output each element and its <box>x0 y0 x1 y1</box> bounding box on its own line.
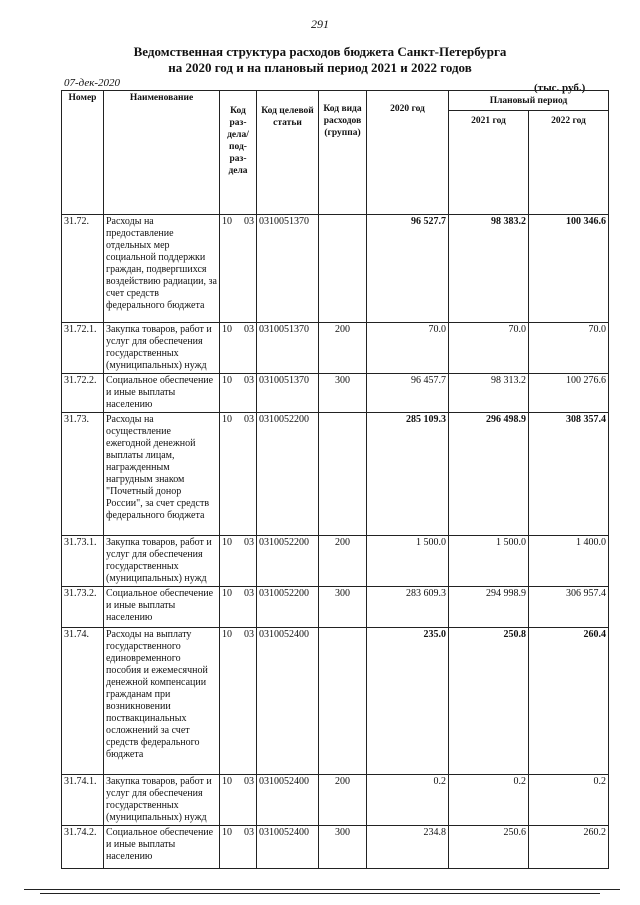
row-value-2020: 96 527.7 <box>367 215 449 323</box>
table-row <box>62 323 609 374</box>
header-section: Код раз- дела/ под- раз- дела <box>220 91 257 215</box>
subsection-code: 03 <box>244 414 254 425</box>
footer-line <box>24 889 620 890</box>
row-value-2021: 1 500.0 <box>449 536 529 587</box>
row-value-2020: 70.0 <box>367 323 449 374</box>
table-row <box>62 536 609 587</box>
subsection-code: 03 <box>244 776 254 787</box>
title-line-1: Ведомственная структура расходов бюджета Санкт-Петербурга <box>133 44 507 59</box>
row-value-2020: 96 457.7 <box>367 374 449 413</box>
row-value-2021: 250.6 <box>449 826 529 869</box>
row-section <box>220 374 257 413</box>
row-value-2022: 308 357.4 <box>529 413 609 536</box>
units-label: (тыс. руб.) <box>534 82 586 94</box>
header-planned-period: Плановый период <box>449 91 609 111</box>
row-target-code: 0310052400 <box>257 826 319 869</box>
header-2021: 2021 год <box>449 111 529 215</box>
subsection-code: 03 <box>244 629 254 640</box>
header-2022: 2022 год <box>529 111 609 215</box>
row-target-code: 0310051370 <box>257 374 319 413</box>
row-kind-code: 300 <box>319 374 367 413</box>
table-row <box>62 587 609 628</box>
table-row <box>62 628 609 775</box>
footer-line <box>40 893 600 894</box>
section-code: 10 <box>222 414 232 425</box>
row-target-code: 0310052200 <box>257 536 319 587</box>
document-date: 07-дек-2020 <box>64 77 121 89</box>
table-row <box>62 826 609 869</box>
row-value-2022: 306 957.4 <box>529 587 609 628</box>
row-target-code: 0310052200 <box>257 587 319 628</box>
document-title <box>0 44 640 76</box>
row-number: 31.73.2. <box>62 587 104 628</box>
row-name: Закупка товаров, работ и услуг для обеспечения государственных (муниципальных) нужд <box>104 775 220 826</box>
row-value-2022: 0.2 <box>529 775 609 826</box>
row-target-code: 0310051370 <box>257 215 319 323</box>
row-kind-code: 200 <box>319 323 367 374</box>
table-row <box>62 215 609 323</box>
subsection-code: 03 <box>244 537 254 548</box>
row-kind-code: 200 <box>319 775 367 826</box>
budget-table <box>61 90 609 869</box>
row-number: 31.73. <box>62 413 104 536</box>
table-row <box>62 775 609 826</box>
row-name: Расходы на выплату государственного единовременного пособия и ежемесячной денежной компенсации гражданам при возникновении поствакцинальных осложнений за счет средств федерального бюджета <box>104 628 220 775</box>
row-value-2021: 250.8 <box>449 628 529 775</box>
table-row <box>62 413 609 536</box>
row-number: 31.72.2. <box>62 374 104 413</box>
row-section <box>220 587 257 628</box>
row-kind-code <box>319 628 367 775</box>
row-number: 31.73.1. <box>62 536 104 587</box>
row-section <box>220 628 257 775</box>
row-number: 31.72.1. <box>62 323 104 374</box>
row-value-2021: 70.0 <box>449 323 529 374</box>
subsection-code: 03 <box>244 827 254 838</box>
row-target-code: 0310052200 <box>257 413 319 536</box>
row-name: Расходы на предоставление отдельных мер социальной поддержки граждан, подвергшихся воздействию радиации, за счет средств федерального бюджета <box>104 215 220 323</box>
header-target: Код целевой статьи <box>257 91 319 215</box>
row-value-2020: 0.2 <box>367 775 449 826</box>
row-kind-code: 200 <box>319 536 367 587</box>
header-name: Наименование <box>104 91 220 215</box>
row-name: Расходы на осуществление ежегодной денежной выплаты лицам, награжденным нагрудным знаком "Почетный донор России", за счет средств федерального бюджета <box>104 413 220 536</box>
row-value-2020: 235.0 <box>367 628 449 775</box>
header-2020: 2020 год <box>367 91 449 215</box>
row-value-2022: 100 276.6 <box>529 374 609 413</box>
row-value-2022: 1 400.0 <box>529 536 609 587</box>
row-value-2022: 70.0 <box>529 323 609 374</box>
row-value-2020: 283 609.3 <box>367 587 449 628</box>
section-code: 10 <box>222 216 232 227</box>
row-value-2021: 296 498.9 <box>449 413 529 536</box>
row-number: 31.72. <box>62 215 104 323</box>
subsection-code: 03 <box>244 216 254 227</box>
row-section <box>220 775 257 826</box>
row-value-2020: 234.8 <box>367 826 449 869</box>
section-code: 10 <box>222 324 232 335</box>
row-section <box>220 413 257 536</box>
page-number: 291 <box>311 17 329 31</box>
row-number: 31.74.1. <box>62 775 104 826</box>
row-section <box>220 536 257 587</box>
row-kind-code: 300 <box>319 587 367 628</box>
row-value-2021: 98 383.2 <box>449 215 529 323</box>
row-value-2020: 1 500.0 <box>367 536 449 587</box>
row-section <box>220 215 257 323</box>
row-value-2021: 98 313.2 <box>449 374 529 413</box>
row-kind-code <box>319 215 367 323</box>
section-code: 10 <box>222 588 232 599</box>
row-target-code: 0310051370 <box>257 323 319 374</box>
row-number: 31.74. <box>62 628 104 775</box>
row-value-2021: 294 998.9 <box>449 587 529 628</box>
row-value-2020: 285 109.3 <box>367 413 449 536</box>
row-value-2022: 100 346.6 <box>529 215 609 323</box>
row-value-2022: 260.2 <box>529 826 609 869</box>
section-code: 10 <box>222 629 232 640</box>
row-section <box>220 826 257 869</box>
title-line-2: на 2020 год и на плановый период 2021 и 2022 годов <box>168 60 472 75</box>
row-value-2021: 0.2 <box>449 775 529 826</box>
section-code: 10 <box>222 375 232 386</box>
header-number: Номер <box>62 91 104 215</box>
subsection-code: 03 <box>244 324 254 335</box>
subsection-code: 03 <box>244 375 254 386</box>
row-name: Социальное обеспечение и иные выплаты населению <box>104 587 220 628</box>
row-value-2022: 260.4 <box>529 628 609 775</box>
row-name: Социальное обеспечение и иные выплаты населению <box>104 826 220 869</box>
row-kind-code <box>319 413 367 536</box>
header-kind: Код вида расходов (группа) <box>319 91 367 215</box>
row-number: 31.74.2. <box>62 826 104 869</box>
section-code: 10 <box>222 776 232 787</box>
row-name: Закупка товаров, работ и услуг для обеспечения государственных (муниципальных) нужд <box>104 536 220 587</box>
table-row <box>62 374 609 413</box>
row-target-code: 0310052400 <box>257 775 319 826</box>
row-name: Социальное обеспечение и иные выплаты населению <box>104 374 220 413</box>
row-section <box>220 323 257 374</box>
section-code: 10 <box>222 537 232 548</box>
row-kind-code: 300 <box>319 826 367 869</box>
subsection-code: 03 <box>244 588 254 599</box>
row-target-code: 0310052400 <box>257 628 319 775</box>
row-name: Закупка товаров, работ и услуг для обеспечения государственных (муниципальных) нужд <box>104 323 220 374</box>
section-code: 10 <box>222 827 232 838</box>
